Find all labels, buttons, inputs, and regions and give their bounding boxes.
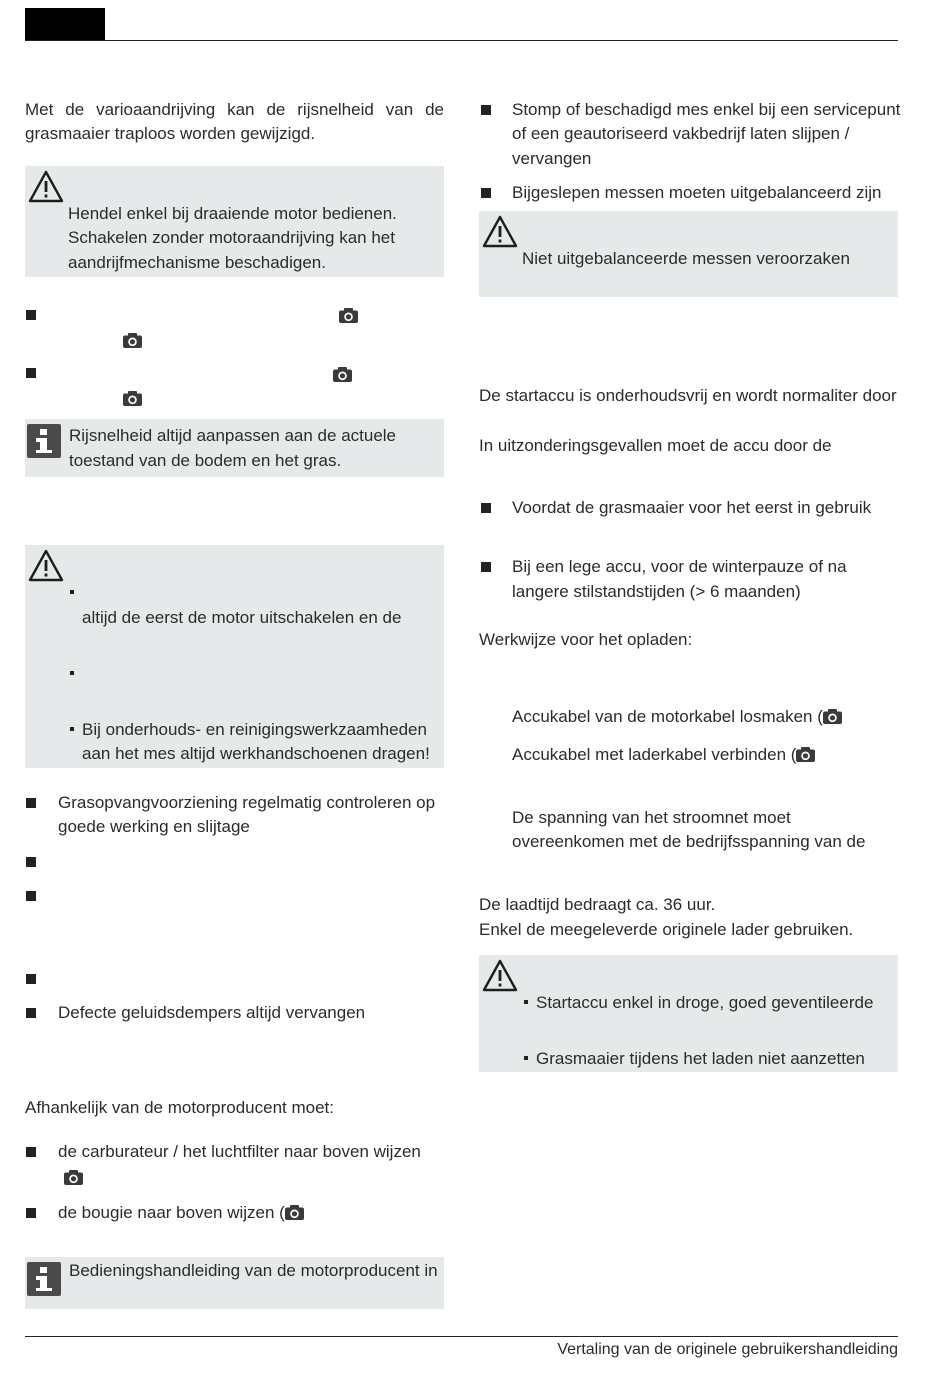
warning-triangle-icon (28, 549, 64, 582)
bullet-mes-3: vervangen (512, 149, 592, 168)
square-bullet-icon (26, 1208, 36, 1218)
info-box-manual (25, 1257, 444, 1309)
info-text-2: toestand van de bodem en het gras. (69, 451, 342, 470)
bougie-text: de bougie naar boven wijzen ( (58, 1203, 285, 1222)
camera-icon (285, 1205, 304, 1220)
square-bullet-icon (481, 562, 491, 572)
footer-text: Vertaling van de originele gebruikershandleiding (557, 1341, 898, 1358)
bullet-bougie (58, 1201, 304, 1226)
info-manual-text: Bedieningshandleiding van de motorproducent in (69, 1261, 438, 1280)
step-2-text: Accukabel met laderkabel verbinden ( (512, 745, 797, 764)
warning-box-safety (25, 545, 444, 768)
bullet-geluidsdempers: Defecte geluidsdempers altijd vervangen (58, 1003, 366, 1022)
bullet-voordat: Voordat de grasmaaier voor het eerst in gebruik (512, 498, 872, 517)
bullet-grasopvang-2: goede werking en slijtage (58, 817, 250, 836)
bullet-carburateur: de carburateur / het luchtfilter naar boven wijzen (58, 1142, 421, 1161)
warning-safety-text-4: aan het mes altijd werkhandschoenen dragen! (82, 744, 430, 763)
step-1-text: Accukabel van de motorkabel losmaken ( (512, 707, 823, 726)
header-tab (25, 8, 105, 40)
camera-icon (333, 367, 352, 382)
charging-text-2: Grasmaaier tijdens het laden niet aanzetten (536, 1049, 865, 1068)
intro-line-1: Met de varioaandrijving kan de rijsnelheid van de (25, 100, 444, 119)
charging-sub-1 (524, 991, 873, 1015)
small-square-bullet-icon (524, 1000, 528, 1004)
square-bullet-icon (26, 310, 36, 320)
square-bullet-icon (26, 798, 36, 808)
motor-intro: Afhankelijk van de motorproducent moet: (25, 1098, 335, 1117)
bullet-lege-1: Bij een lege accu, voor de winterpauze of na (512, 557, 847, 576)
bullet-lege-2: langere stilstandstijden (> 6 maanden) (512, 582, 801, 601)
square-bullet-icon (26, 857, 36, 867)
square-bullet-icon (481, 503, 491, 513)
sub-bullet-1 (70, 581, 82, 605)
warning-box-lever (25, 166, 444, 277)
camera-icon (123, 333, 142, 348)
warning-blades-text: Niet uitgebalanceerde messen veroorzaken (522, 249, 850, 268)
square-bullet-icon (26, 891, 36, 901)
intro-line-2: grasmaaier traploos worden gewijzigd. (25, 124, 316, 143)
warning-triangle-icon (482, 959, 518, 992)
info-text-1: Rijsnelheid altijd aanpassen aan de actuele (69, 426, 397, 445)
sub-bullet-3 (70, 718, 427, 742)
warning-triangle-icon (482, 215, 518, 248)
square-bullet-icon (481, 188, 491, 198)
sub-bullet-2 (70, 662, 82, 686)
small-square-bullet-icon (70, 727, 74, 731)
lader: Enkel de meegeleverde originele lader gebruiken. (479, 920, 854, 939)
info-box-speed (25, 419, 444, 477)
header-rule (25, 40, 898, 41)
step-2 (512, 743, 815, 768)
bullet-grasopvang-1: Grasopvangvoorziening regelmatig controleren op (58, 793, 436, 812)
warning-text-2: Schakelen zonder motoraandrijving kan het (68, 228, 395, 247)
camera-icon (339, 308, 358, 323)
info-icon (27, 424, 61, 458)
camera-icon (64, 1170, 83, 1185)
small-square-bullet-icon (70, 590, 74, 594)
bullet-mes-2: of een geautoriseerd vakbedrijf laten slijpen / (512, 124, 850, 143)
square-bullet-icon (26, 1008, 36, 1018)
square-bullet-icon (26, 368, 36, 378)
square-bullet-icon (26, 1147, 36, 1157)
accu-text-1: De startaccu is onderhoudsvrij en wordt normaliter door (479, 386, 897, 405)
square-bullet-icon (481, 105, 491, 115)
square-bullet-icon (26, 974, 36, 984)
spanning-1: De spanning van het stroomnet moet (512, 808, 791, 827)
warning-triangle-icon (28, 170, 64, 203)
warning-text-1: Hendel enkel bij draaiende motor bedienen. (68, 204, 397, 223)
warning-safety-text-1: altijd de eerst de motor uitschakelen en de (82, 608, 402, 627)
accu-text-2: In uitzonderingsgevallen moet de accu door de (479, 436, 832, 455)
laadtijd: De laadtijd bedraagt ca. 36 uur. (479, 895, 716, 914)
info-icon (27, 1262, 61, 1296)
warning-box-blades (479, 211, 898, 297)
spanning-2: overeenkomen met de bedrijfsspanning van de (512, 832, 866, 851)
warning-box-charging (479, 955, 898, 1072)
bullet-balanced: Bijgeslepen messen moeten uitgebalanceerd zijn (512, 183, 882, 202)
camera-icon (796, 747, 815, 762)
charging-text-1: Startaccu enkel in droge, goed geventileerde (536, 993, 874, 1012)
small-square-bullet-icon (524, 1056, 528, 1060)
footer-rule (25, 1336, 898, 1337)
charging-sub-2 (524, 1047, 865, 1071)
warning-text-3: aandrijfmechanisme beschadigen. (68, 253, 326, 272)
camera-icon (823, 709, 842, 724)
werkwijze-heading: Werkwijze voor het opladen: (479, 630, 693, 649)
small-square-bullet-icon (70, 671, 74, 675)
camera-icon (123, 391, 142, 406)
warning-safety-text-3: Bij onderhouds- en reinigingswerkzaamheden (82, 720, 427, 739)
step-1 (512, 705, 842, 730)
bullet-mes-1: Stomp of beschadigd mes enkel bij een servicepunt (512, 100, 901, 119)
